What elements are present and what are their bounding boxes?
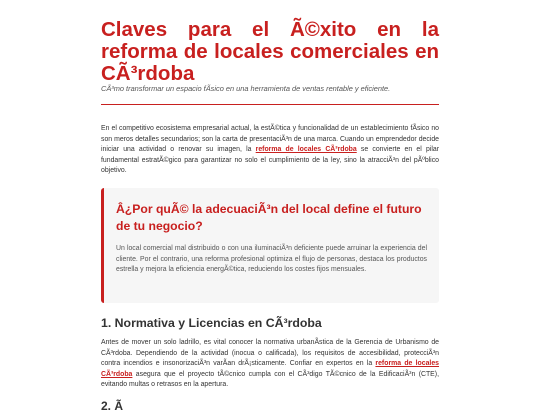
callout-heading: Â¿Por quÃ© la adecuaciÃ³n del local define el futuro de tu negocio? bbox=[116, 202, 422, 233]
article-title: Claves para el Ã©xito en la reforma de locales comerciales en CÃ³rdoba bbox=[101, 18, 439, 85]
section-1-text-end: asegura que el proyecto tÃ©cnico cumpla con el CÃ³digo TÃ©cnico de la EdificaciÃ³n (CTE), evitando multas o retrasos en la apertura. bbox=[101, 370, 439, 389]
intro-link[interactable]: reforma de locales CÃ³rdoba bbox=[255, 146, 357, 154]
section-1-heading: 1. Normativa y Licencias en CÃ³rdoba bbox=[101, 316, 322, 330]
intro-text-start: En el competitivo ecosistema empresarial actual, la estÃ©tica y funcionalidad de un establecimiento fÃsico no son meros detalles secundarios; son la carta de presentaciÃ³n de una marca. Cuando un emprendedor decide iniciar una actividad o renovar su imagen, la bbox=[101, 125, 439, 154]
section-1-link[interactable]: reforma de locales CÃ³rdoba bbox=[101, 360, 439, 378]
section-1-paragraph bbox=[101, 338, 439, 391]
callout-text: Un local comercial mal distribuido o con una iluminaciÃ³n deficiente puede arruinar la experiencia del cliente. Por el contrario, una reforma profesional optimiza el flujo de personas, destaca los productos estrella y mejora la eficiencia energÃ©tica, reduciendo los costes fijos mensuales. bbox=[116, 245, 427, 274]
intro-text-end: se convierte en el pilar fundamental estratÃ©gico para garantizar no solo el cumplimiento de la ley, sino la atracciÃ³n del pÃºblico objetivo. bbox=[101, 146, 440, 175]
section-1-text-start: Antes de mover un solo ladrillo, es vital conocer la normativa urbanÃstica de la Gerencia de Urbanismo de CÃ³rdoba. Dependiendo de la actividad (inocua o calificada), los requisitos de accesibilidad, protecciÃ³n contra incendios e insonorizaciÃ³n varÃan drÃ¡sticamente. Confiar en expertos en la bbox=[101, 339, 439, 368]
article-subtitle: CÃ³mo transformar un espacio fÃsico en una herramienta de ventas rentable y eficiente. bbox=[101, 84, 391, 93]
title-divider bbox=[101, 104, 439, 105]
callout-box bbox=[101, 188, 439, 303]
intro-paragraph bbox=[101, 124, 439, 177]
section-2-heading-fragment: 2. Ã bbox=[101, 399, 124, 413]
